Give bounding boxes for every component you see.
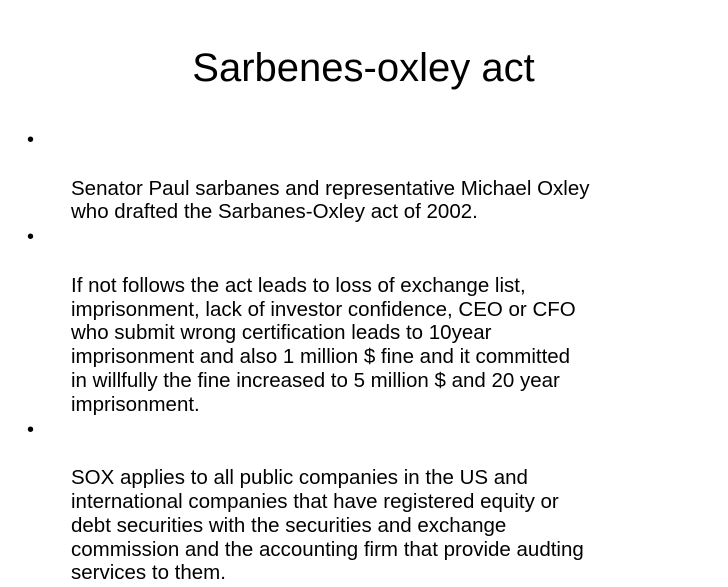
bullet-dot-icon: • — [27, 418, 35, 441]
bullet-text: Senator Paul sarbanes and representative Michael Oxley who drafted the Sarbanes-Oxley act of 2002. — [71, 176, 590, 224]
bullet-text: SOX applies to all public companies in the US and international companies that have registered equity or debt securities with the securities and exchange commission and the accounting firm that provide audting services to them. — [71, 466, 584, 585]
slide-title — [0, 42, 728, 94]
bullet-dot-icon: • — [27, 129, 35, 151]
bullet-dot-icon: • — [27, 226, 35, 249]
bullet-item — [27, 419, 699, 586]
bullet-item — [27, 226, 699, 416]
slide-title-text: Sarbenes-oxley act — [192, 46, 535, 90]
bullet-text: If not follows the act leads to loss of exchange list, imprisonment, lack of investor confidence, CEO or CFO who submit wrong certification leads to 10year imprisonment and also 1 million $ fine and it committed in willfully the fine increased to 5 million $ and 20 year imprisonment. — [71, 273, 576, 416]
bullet-list — [27, 129, 699, 587]
bullet-item — [27, 129, 699, 224]
